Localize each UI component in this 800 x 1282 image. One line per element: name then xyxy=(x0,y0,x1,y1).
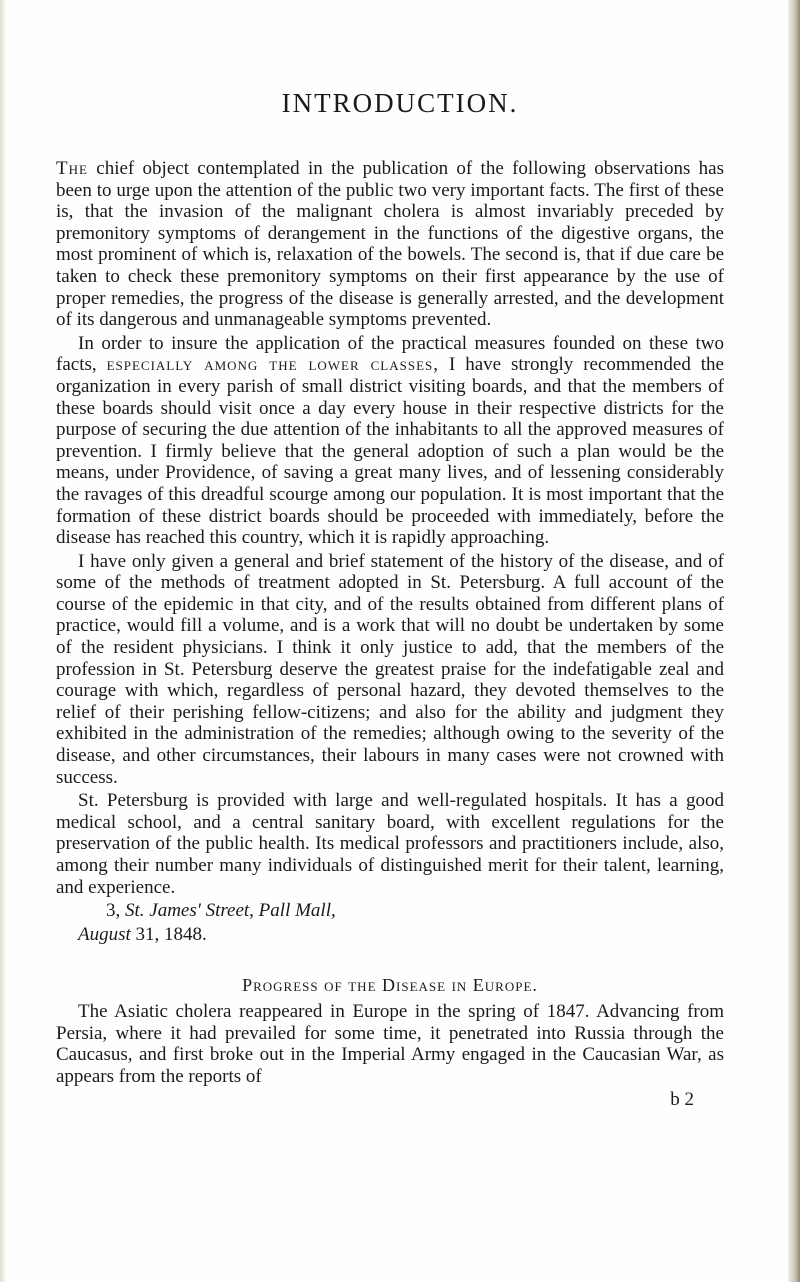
date-line xyxy=(56,924,724,946)
intro-paragraph-2 xyxy=(56,333,724,549)
intro-paragraph-1 xyxy=(56,158,724,331)
drop-lead-word: The xyxy=(56,158,88,179)
address-number: 3, xyxy=(106,900,125,922)
date-rest: 31, 1848. xyxy=(130,923,207,945)
date-month: August xyxy=(78,923,131,945)
address-line xyxy=(56,900,724,922)
page-edge xyxy=(788,0,800,1282)
page-title: INTRODUCTION. xyxy=(281,88,519,118)
page-gutter-shadow xyxy=(0,0,6,1282)
page-body xyxy=(56,158,724,1113)
address-street: St. James' Street, Pall Mall, xyxy=(125,900,336,922)
section-heading: Progress of the Disease in Europe. xyxy=(242,975,538,996)
section-paragraph-1: The Asiatic cholera reappeared in Europe in the spring of 1847. Advancing from Persia, where it had prevailed for some time, it penetrated into Russia through the Caucasus, and first broke out in the Imperial Army engaged in the Caucasian War, as appears from the reports of xyxy=(56,1000,724,1087)
emphasis-small-caps: especially among the lower classes, xyxy=(106,354,439,376)
intro-paragraph-2-text-a: In order to insure the application of the practical measures founded on these two facts, xyxy=(56,332,724,376)
intro-paragraph-2-text-b: I have strongly recommended the organization in every parish of small district visiting boards, and that the members of these boards should visit once a day every house in their respective districts for the purpose of securing the due attention of the inhabitants to all the approved measures of prevention. I firmly believe that the general adoption of such a plan would be the means, under Providence, of saving a great many lives, and of lessening considerably the ravages of this dreadful scourge among our population. It is most important that the formation of these district boards should be proceeded with immediately, before the disease has reached this country, which it is rapidly approaching. xyxy=(56,354,724,549)
intro-paragraph-1-text: chief object contemplated in the publication of the following observations has been to urge upon the attention of the public two very important facts. The first of these is, that the invasion of the malignant cholera is almost invariably preceded by premonitory symptoms of derangement in the functions of the digestive organs, the most prominent of which is, relaxation of the bowels. The second is, that if due care be taken to check these premonitory symptoms on their first appearance by the use of proper remedies, the progress of the disease is generally arrested, and the development of its dangerous and unmanageable symptoms prevented. xyxy=(56,158,724,331)
intro-paragraph-4: St. Petersburg is provided with large and well-regulated hospitals. It has a good medical school, and a central sanitary board, with excellent regulations for the preservation of the public health. Its medical professors and practitioners include, also, among their number many individuals of distinguished merit for their talent, learning, and experience. xyxy=(56,790,724,898)
signature-mark: b 2 xyxy=(670,1089,694,1111)
intro-paragraph-3: I have only given a general and brief statement of the history of the disease, and of some of the methods of treatment adopted in St. Petersburg. A full account of the course of the epidemic in that city, and of the results obtained from different plans of practice, would fill a volume, and is a work that will no doubt be undertaken by some of the resident physicians. I think it only justice to add, that the members of the profession in St. Petersburg deserve the greatest praise for the indefatigable zeal and courage with which, regardless of personal hazard, they devoted themselves to the relief of their perishing fellow-citizens; and also for the ability and judgment they exhibited in the administration of the remedies; although owing to the severity of the disease, and other circumstances, their labours in many cases were not crowned with success. xyxy=(56,550,724,788)
